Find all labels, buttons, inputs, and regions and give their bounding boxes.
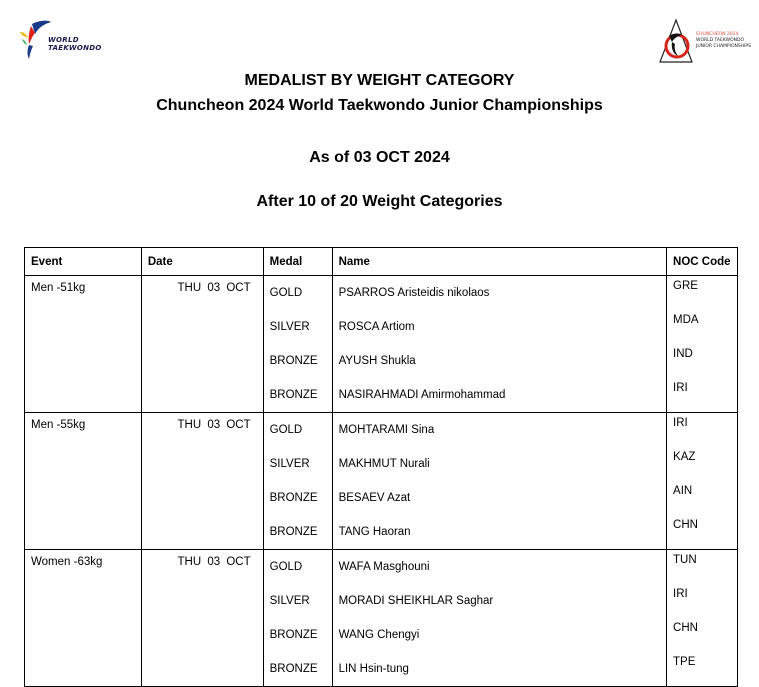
event-cell <box>25 652 142 687</box>
date-cell: THU 03 OCT <box>141 550 263 585</box>
table-row <box>25 481 738 515</box>
column-header-noc: NOC Code <box>667 248 738 276</box>
date-cell <box>141 584 263 618</box>
page-title: MEDALIST BY WEIGHT CATEGORY <box>244 72 515 89</box>
event-cell: Men -51kg <box>25 276 142 311</box>
logo-text-junior-championships: JUNIOR CHAMPIONSHIPS <box>696 44 751 49</box>
name-cell: NASIRAHMADI Amirmohammad <box>332 378 666 413</box>
noc-code-cell: IRI <box>667 413 738 448</box>
noc-code-cell: MDA <box>667 310 738 344</box>
table-body <box>25 276 738 687</box>
name-cell: WANG Chengyi <box>332 618 666 652</box>
date-cell <box>141 447 263 481</box>
noc-code-cell: GRE <box>667 276 738 311</box>
world-taekwondo-logo <box>18 18 118 68</box>
event-cell <box>25 481 142 515</box>
date-cell <box>141 515 263 550</box>
event-cell <box>25 515 142 550</box>
table-row <box>25 276 738 311</box>
noc-code-cell: IRI <box>667 378 738 413</box>
medalist-table <box>24 247 738 687</box>
name-cell: MORADI SHEIKHLAR Saghar <box>332 584 666 618</box>
medal-cell: BRONZE <box>263 618 332 652</box>
event-cell: Women -63kg <box>25 550 142 585</box>
name-cell: MAKHMUT Nurali <box>332 447 666 481</box>
medal-cell: BRONZE <box>263 344 332 378</box>
table-row <box>25 413 738 448</box>
name-cell: PSARROS Aristeidis nikolaos <box>332 276 666 311</box>
table-row <box>25 447 738 481</box>
chuncheon-2024-logo <box>656 18 752 68</box>
date-cell <box>141 652 263 687</box>
world-taekwondo-emblem-icon <box>18 18 52 60</box>
medal-cell: BRONZE <box>263 652 332 687</box>
event-cell <box>25 344 142 378</box>
name-cell: WAFA Masghouni <box>332 550 666 585</box>
name-cell: AYUSH Shukla <box>332 344 666 378</box>
date-cell: THU 03 OCT <box>141 276 263 311</box>
event-cell <box>25 310 142 344</box>
date-cell <box>141 310 263 344</box>
medal-cell: GOLD <box>263 550 332 585</box>
name-cell: BESAEV Azat <box>332 481 666 515</box>
logo-text-taekwondo: TAEKWONDO <box>48 44 102 52</box>
logo-text-chuncheon: CHUNCHEON 2024 <box>696 32 739 37</box>
medal-cell: BRONZE <box>263 481 332 515</box>
table-row <box>25 550 738 585</box>
noc-code-cell: TPE <box>667 652 738 687</box>
table-row <box>25 652 738 687</box>
table-row <box>25 515 738 550</box>
noc-code-cell: TUN <box>667 550 738 585</box>
date-cell: THU 03 OCT <box>141 413 263 448</box>
noc-code-cell: IRI <box>667 584 738 618</box>
name-cell: TANG Haoran <box>332 515 666 550</box>
date-cell <box>141 618 263 652</box>
date-cell <box>141 344 263 378</box>
table-row <box>25 378 738 413</box>
noc-code-cell: AIN <box>667 481 738 515</box>
medal-cell: SILVER <box>263 584 332 618</box>
date-cell <box>141 378 263 413</box>
table-header-row <box>25 248 738 276</box>
name-cell: LIN Hsin-tung <box>332 652 666 687</box>
table-row <box>25 584 738 618</box>
event-cell: Men -55kg <box>25 413 142 448</box>
noc-code-cell: CHN <box>667 618 738 652</box>
event-cell <box>25 378 142 413</box>
table-row <box>25 310 738 344</box>
name-cell: MOHTARAMI Sina <box>332 413 666 448</box>
column-header-date: Date <box>141 248 263 276</box>
name-cell: ROSCA Artiom <box>332 310 666 344</box>
logo-text-world: WORLD <box>48 36 79 44</box>
column-header-event: Event <box>25 248 142 276</box>
event-cell <box>25 618 142 652</box>
column-header-medal: Medal <box>263 248 332 276</box>
noc-code-cell: IND <box>667 344 738 378</box>
table-row <box>25 344 738 378</box>
medal-cell: SILVER <box>263 447 332 481</box>
medal-cell: GOLD <box>263 413 332 448</box>
event-name: Chuncheon 2024 World Taekwondo Junior Championships <box>156 97 603 114</box>
event-cell <box>25 447 142 481</box>
event-cell <box>25 584 142 618</box>
as-of-date: As of 03 OCT 2024 <box>309 149 450 166</box>
logo-text-world-taekwondo: WORLD TAEKWONDO <box>696 38 744 43</box>
chuncheon-emblem-icon <box>656 18 696 66</box>
medal-cell: SILVER <box>263 310 332 344</box>
progress-status: After 10 of 20 Weight Categories <box>256 193 503 210</box>
medal-cell: BRONZE <box>263 515 332 550</box>
noc-code-cell: CHN <box>667 515 738 550</box>
table-row <box>25 618 738 652</box>
column-header-name: Name <box>332 248 666 276</box>
noc-code-cell: KAZ <box>667 447 738 481</box>
date-cell <box>141 481 263 515</box>
medal-cell: GOLD <box>263 276 332 311</box>
medal-cell: BRONZE <box>263 378 332 413</box>
